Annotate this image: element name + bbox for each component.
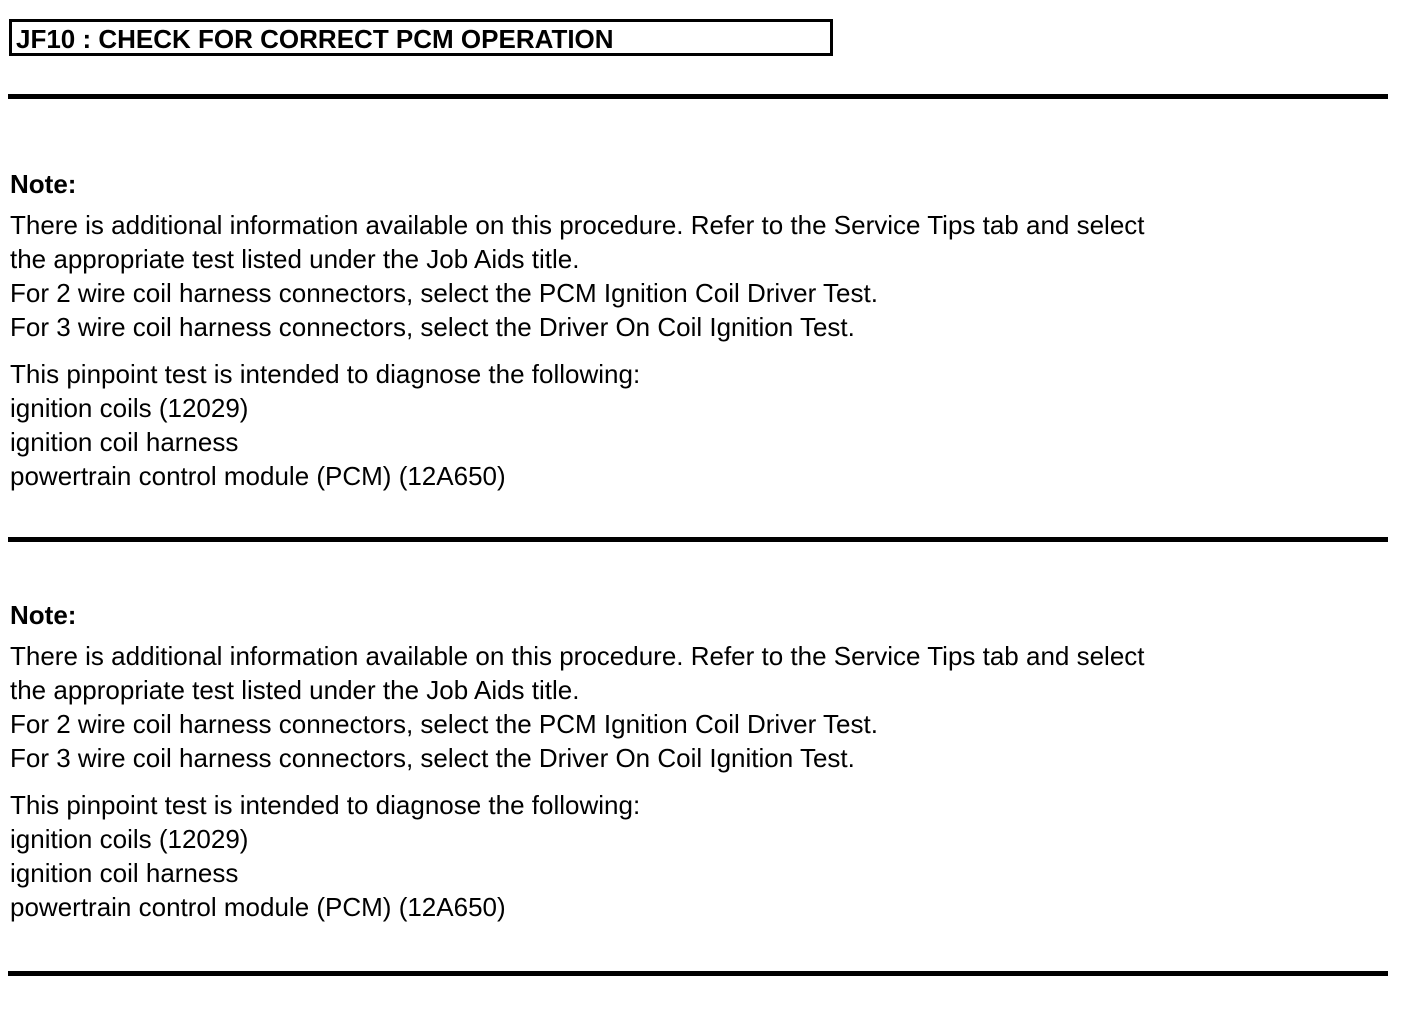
list-item: ignition coils (12029) (10, 824, 249, 854)
list-item: ignition coils (12029) (10, 393, 249, 423)
note-intro: This pinpoint test is intended to diagnose the following: (10, 790, 641, 820)
note-intro: This pinpoint test is intended to diagnose the following: (10, 359, 641, 389)
list-item: powertrain control module (PCM) (12A650) (10, 892, 506, 922)
note-body (10, 208, 1390, 493)
note-line: For 2 wire coil harness connectors, select the PCM Ignition Coil Driver Test. (10, 709, 878, 739)
list-item: powertrain control module (PCM) (12A650) (10, 461, 506, 491)
note-line: For 2 wire coil harness connectors, select the PCM Ignition Coil Driver Test. (10, 278, 878, 308)
list-item: ignition coil harness (10, 858, 239, 888)
list-item: ignition coil harness (10, 427, 239, 457)
divider-rule (8, 537, 1388, 542)
note-line: the appropriate test listed under the Job Aids title. (10, 244, 580, 274)
page-title: JF10 : CHECK FOR CORRECT PCM OPERATION (16, 24, 614, 54)
title-box (9, 19, 833, 56)
note-line: For 3 wire coil harness connectors, select the Driver On Coil Ignition Test. (10, 743, 855, 773)
divider-rule (8, 94, 1388, 99)
note-line: the appropriate test listed under the Job Aids title. (10, 675, 580, 705)
note-line: There is additional information available on this procedure. Refer to the Service Tips tab and select (10, 210, 1145, 240)
note-body (10, 639, 1390, 924)
note-section (10, 169, 1390, 493)
divider-rule (8, 971, 1388, 976)
note-line: There is additional information available on this procedure. Refer to the Service Tips tab and select (10, 641, 1145, 671)
note-line: For 3 wire coil harness connectors, select the Driver On Coil Ignition Test. (10, 312, 855, 342)
note-heading: Note: (10, 169, 77, 199)
note-heading: Note: (10, 600, 77, 630)
note-section (10, 600, 1390, 924)
